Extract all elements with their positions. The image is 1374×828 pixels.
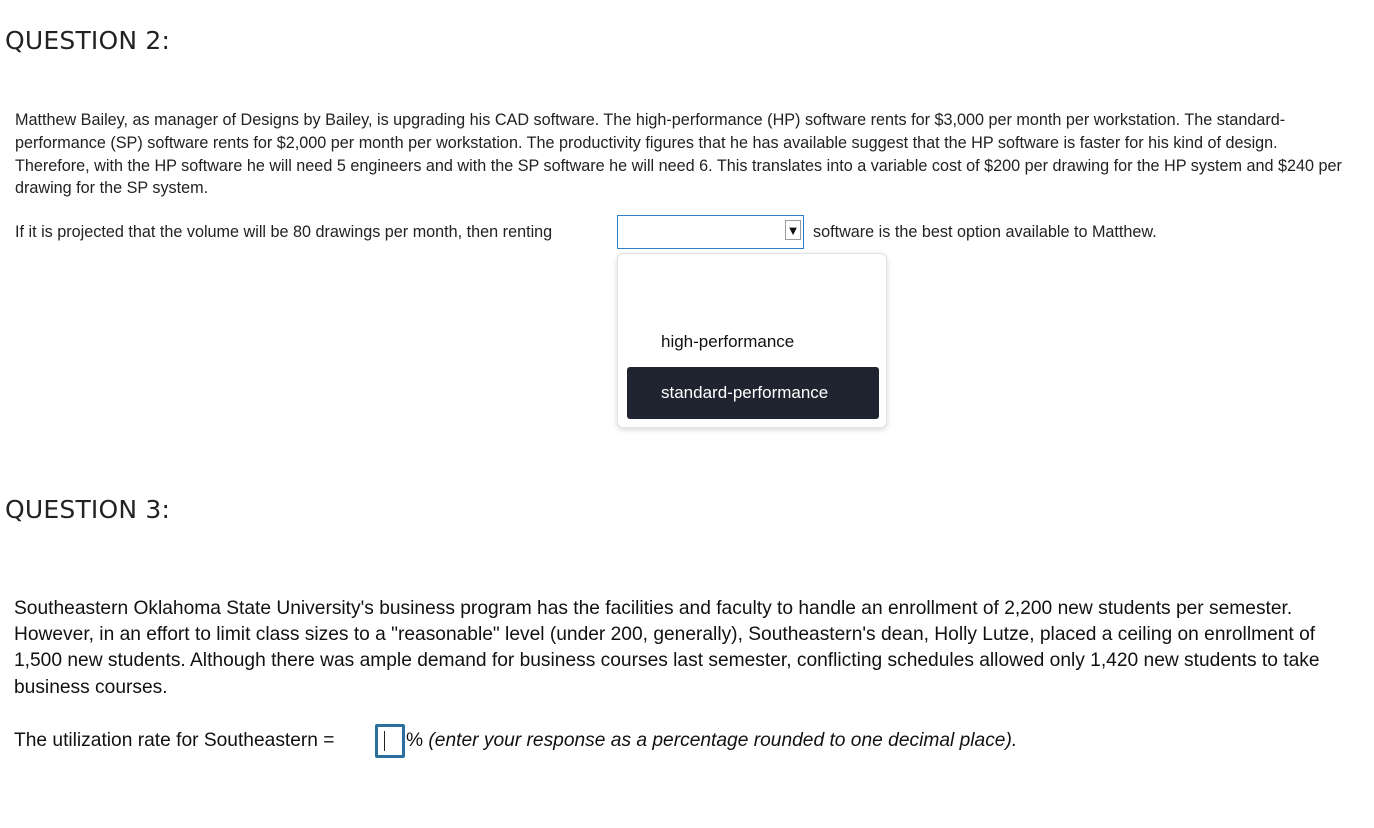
question-2-title: QUESTION 2: xyxy=(5,26,171,55)
question-3-prompt-before: The utilization rate for Southeastern = xyxy=(14,730,335,751)
question-3-instruction-note: (enter your response as a percentage rounded to one decimal place). xyxy=(428,730,1018,751)
dropdown-arrow-icon[interactable]: ▼ xyxy=(785,220,801,240)
text-cursor xyxy=(384,731,385,751)
question-3-paragraph: Southeastern Oklahoma State University's business program has the facilities and faculty to handle an enrollment of 2,200 new students per semester. However, in an effort to limit class sizes to a "reasonable" level (under 200, generally), Southeastern's dean, Holly Lutze, placed a ceiling on enrollment of 1,500 new students. Although there was ample demand for business courses last semester, conflicting schedules allowed only 1,420 new students to take business courses. xyxy=(14,598,1320,698)
percent-symbol: % xyxy=(406,730,424,751)
question-3-title: QUESTION 3: xyxy=(5,495,171,524)
dropdown-option-standard-performance[interactable]: standard-performance xyxy=(627,367,879,419)
software-select[interactable] xyxy=(617,215,804,249)
software-dropdown-menu xyxy=(617,253,887,428)
question-2-prompt-after: software is the best option available to Matthew. xyxy=(813,223,1157,241)
dropdown-option-high-performance[interactable]: high-performance xyxy=(627,316,879,368)
question-2-paragraph: Matthew Bailey, as manager of Designs by Bailey, is upgrading his CAD software. The high-performance (HP) software rents for $3,000 per month per workstation. The standard-performance (SP) software rents for $2,000 per month per workstation. The productivity figures that he has available suggest that the HP software is faster for his kind of design. Therefore, with the HP software he will need 5 engineers and with the SP software he will need 6. This translates into a variable cost of $200 per drawing for the HP system and $240 per drawing for the SP system. xyxy=(15,111,1342,198)
question-2-prompt-before: If it is projected that the volume will be 80 drawings per month, then renting xyxy=(15,223,553,241)
dropdown-option-blank[interactable] xyxy=(627,264,879,314)
utilization-rate-input[interactable] xyxy=(375,724,405,758)
question-3-prompt-after xyxy=(406,728,1017,754)
